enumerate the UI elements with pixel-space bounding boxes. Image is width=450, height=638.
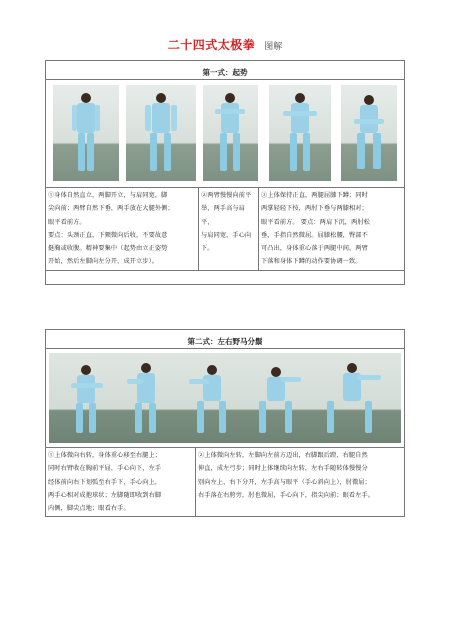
photo-2: [126, 85, 196, 181]
section1-spacer: [46, 270, 405, 284]
title-main: 二十四式太极拳: [167, 38, 256, 52]
section1-photos: [46, 80, 405, 188]
section1-table: [45, 60, 405, 285]
section1-heading: 第一式：起势: [46, 61, 405, 80]
section1-step1: [46, 188, 199, 271]
photo-1: [53, 85, 119, 181]
photo-4: [269, 85, 331, 181]
section1-step2: [199, 188, 259, 271]
photo-5: [341, 85, 397, 181]
section2-step2: [196, 448, 405, 517]
section2-step1: [46, 448, 196, 517]
title-sub: 图解: [264, 42, 283, 52]
section1-step2-text: ②两臂慢慢向前平 举，两手高与肩平， 与肩同宽，手心向 下。: [201, 192, 252, 253]
section2-table: [45, 329, 405, 517]
section2-photo-strip: [49, 353, 401, 443]
section2-heading: 第二式：左右野马分鬃: [46, 330, 405, 349]
section1-step3-text: ③上体保持正直，两腿屈膝下蹲；同时 两掌轻轻下按，两肘下垂与两膝相对； 眼平看前方。 要点：两肩下沉，两肘松 垂，手指自然微屈。屈膝松腰，臀部不 可凸出，身体重心落于两腿中间。两臂 下落和身体下蹲的动作要协调一致。: [261, 192, 370, 266]
page-title: [0, 34, 450, 53]
section2-step1-text: ①上体微向右转，身体重心移至右腿上； 同时右臂收在胸前平屈，手心向下，左手 经体前向右下划弧至右手下，手心向上， 两手心相对成抱球状；左脚随即收到右脚 内侧，脚尖点地；眼看右手。: [48, 452, 162, 513]
section2-photos: [46, 349, 405, 448]
section1-step1-text: ①身体自然直立，两脚开立，与肩同宽，脚 尖向前；两臂自然下垂，两手放在大腿外侧； 眼平看前方。 要点：头颈正直，下颏微向后收，不要故意 挺胸或收腹。精神要集中（起势由立正姿势 开始，然后左脚向左分开，成开立步）。: [48, 192, 174, 266]
section2-step2-text: ②上体微向左转，左脚向左前方迈出，右脚跟后蹬，右腿自然 伸直，成左弓步；同时上体继续向左转，左右手随转体慢慢分 别向左上、右下分开，左手高与眼平（手心斜向上），肘微屈； 右手落在右胯旁，肘也微屈，手心向下，指尖向前；眼看左手。: [198, 452, 375, 499]
photo-3: [203, 85, 258, 181]
section1-step3: [259, 188, 405, 271]
